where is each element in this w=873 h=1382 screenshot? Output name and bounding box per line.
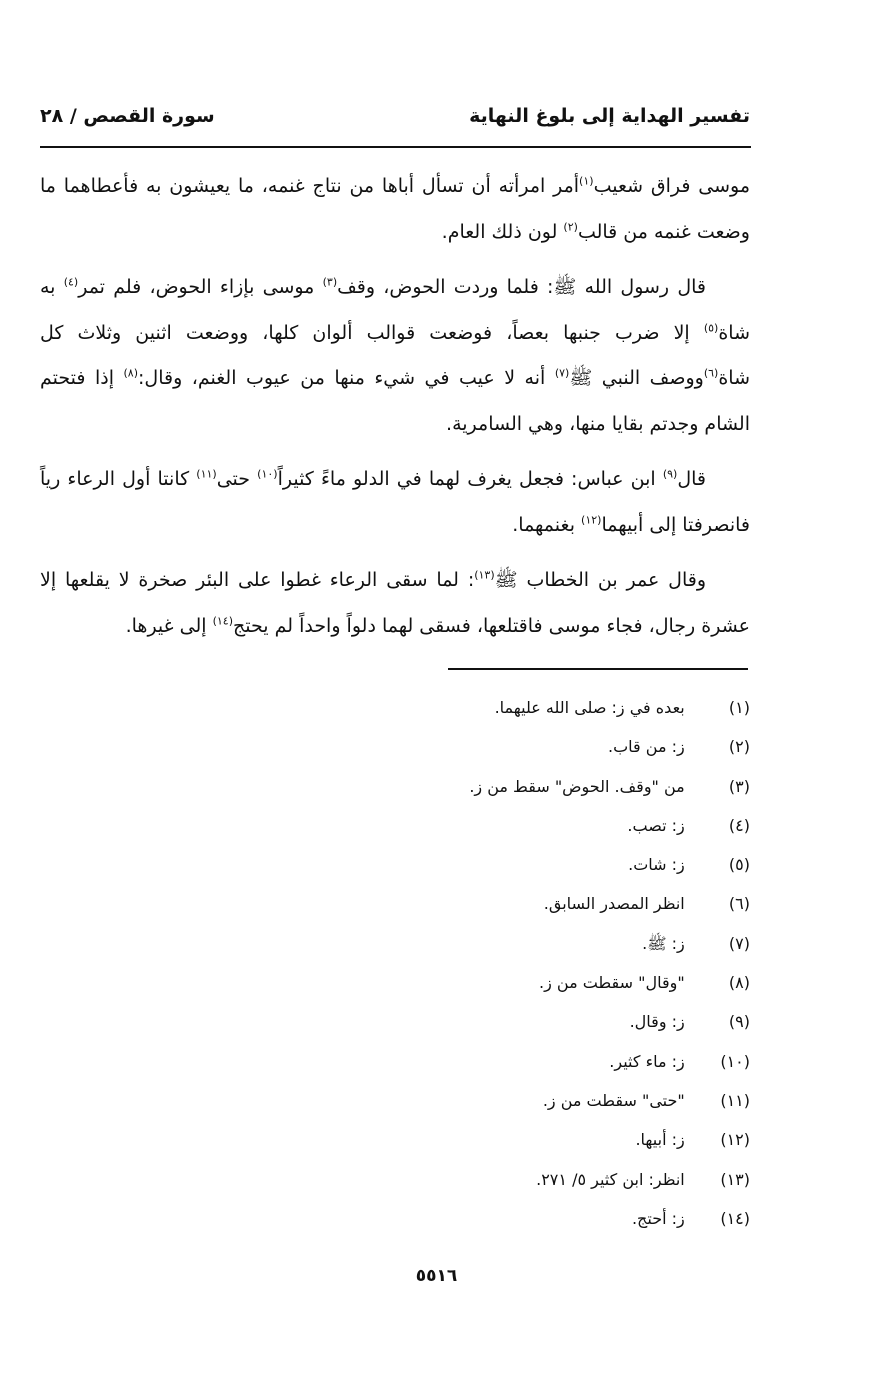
text-run: إلى غيرها. <box>125 614 213 637</box>
footnotes-list <box>40 688 750 1238</box>
header-rule <box>40 146 751 148</box>
footnote-ref: (١٣) <box>474 568 495 582</box>
paragraph-3 <box>40 457 750 548</box>
footnote-number: (٩) <box>728 1012 750 1032</box>
footnote-ref: (١٤) <box>212 614 233 628</box>
footnote-item <box>40 806 750 845</box>
footnote-number: (١١) <box>720 1090 750 1110</box>
footnote-text: ز: ماء كثير. <box>609 1051 700 1071</box>
footnote-text: من "وقف. الحوض" سقط من ز. <box>469 776 700 796</box>
footnote-item <box>40 1081 750 1120</box>
footnote-text: ز: من قاب. <box>608 737 700 757</box>
footnote-number: (١٣) <box>720 1169 750 1189</box>
footnote-item <box>40 767 750 806</box>
text-run: بغنمهما. <box>512 513 582 536</box>
footnote-item <box>40 688 750 727</box>
page-number: ٥٥١٦ <box>415 1266 458 1286</box>
book-title: تفسير الهداية إلى بلوغ النهاية <box>469 105 750 127</box>
text-run: ووصف النبي ﷺ <box>569 367 704 389</box>
footnote-number: (٥) <box>728 855 750 875</box>
footnote-item <box>40 1002 750 1041</box>
main-text <box>40 164 750 659</box>
running-header <box>40 98 750 134</box>
footnote-ref: (١٠) <box>257 467 278 481</box>
footnote-text: انظر: ابن كثير ٥/ ٢٧١. <box>536 1169 700 1189</box>
text-run: : لما سقى الرعاء غطوا على البئر صخرة لا يقلعها إلا عشرة رجال، فجاء موسى فاقتلعها، فسقى لهما دلواً واحداً لم يحتج <box>40 569 750 637</box>
footnote-text: ز: وقال. <box>629 1012 700 1032</box>
footnote-text: ز: تصب. <box>627 815 700 835</box>
footnote-number: (١٠) <box>720 1051 750 1071</box>
text-run: حتى <box>216 468 258 490</box>
text-run: وقال عمر بن الخطاب ﷺ <box>494 569 706 591</box>
text-run: أنه لا عيب في شيء منها من عيوب الغنم، وقال: <box>138 367 555 389</box>
footnote-number: (٧) <box>728 933 750 953</box>
footnote-item <box>40 1120 750 1159</box>
footnote-number: (١) <box>728 698 750 717</box>
text-run: كانتا أول الرعاء رياً فانصرفتا إلى أبيهما <box>40 468 750 536</box>
footnote-ref: (٨) <box>123 366 138 380</box>
footnote-item <box>40 1042 750 1081</box>
text-run: موسى فراق شعيب <box>593 175 751 197</box>
footnote-ref: (١٢) <box>581 513 602 527</box>
footnote-text: انظر المصدر السابق. <box>543 894 700 914</box>
footnote-item <box>40 845 750 884</box>
footnote-text: "حتى" سقطت من ز. <box>542 1090 700 1110</box>
text-run: ابن عباس: فجعل يغرف لهما في الدلو ماءً كثيراً <box>277 468 663 490</box>
footnote-text: ز: أبيها. <box>635 1130 700 1150</box>
footnote-ref: (١) <box>579 174 594 188</box>
footnote-item <box>40 1160 750 1199</box>
footnote-text: بعده في ز: صلى الله عليهما. <box>494 698 700 717</box>
paragraph-4 <box>40 558 750 649</box>
surah-label: سورة القصص / ٢٨ <box>40 105 215 127</box>
paragraph-2 <box>40 265 750 447</box>
footnote-ref: (٤) <box>63 275 79 289</box>
paragraph-1 <box>40 164 750 255</box>
footnote-item <box>40 727 750 766</box>
footnote-item <box>40 924 750 963</box>
footnote-ref: (٢) <box>563 220 578 234</box>
text-run: موسى بإزاء الحوض، فلم تمر <box>78 276 323 298</box>
text-run: إذا فتحتم الشام وجدتم بقايا منها، وهي السامرية. <box>40 367 750 435</box>
text-run: إلا ضرب جنبها بعصاً، فوضعت قوالب ألوان كلها، ووضعت اثنين وثلاث كل شاة <box>40 321 750 389</box>
footnote-ref: (٣) <box>322 275 338 289</box>
footnote-ref: (٧) <box>554 366 570 380</box>
footnote-number: (٨) <box>728 973 750 993</box>
text-run: أمر امرأته أن تسأل أباها من نتاج غنمه، ما يعيشون به فأعطاهما ما وضعت غنمه من قالب <box>40 175 750 243</box>
footnote-number: (٣) <box>728 776 750 796</box>
footnote-ref: (٥) <box>703 321 719 335</box>
footnote-item <box>40 1199 750 1238</box>
footnote-number: (١٢) <box>720 1130 750 1150</box>
footnote-text: ز: شات. <box>628 855 700 875</box>
footnote-number: (٦) <box>728 894 750 914</box>
footnote-text: "وقال" سقطت من ز. <box>538 973 700 993</box>
footnote-number: (١٤) <box>720 1208 750 1228</box>
text-run: قال <box>677 468 707 490</box>
footnote-text: ز: أحتج. <box>631 1208 700 1228</box>
footnote-item <box>40 963 750 1002</box>
footnote-ref: (١١) <box>196 467 217 481</box>
footnote-number: (٢) <box>728 737 750 757</box>
footnote-item <box>40 884 750 923</box>
footnote-number: (٤) <box>728 815 750 835</box>
text-run: به شاة <box>40 276 750 344</box>
footnote-text: ز: ﷺ. <box>642 933 700 953</box>
footnote-rule <box>448 668 748 670</box>
text-run: لون ذلك العام. <box>441 220 564 243</box>
footnote-ref: (٦) <box>703 366 719 380</box>
text-run: قال رسول الله ﷺ: فلما وردت الحوض، وقف <box>337 276 707 298</box>
footnote-ref: (٩) <box>662 467 678 481</box>
